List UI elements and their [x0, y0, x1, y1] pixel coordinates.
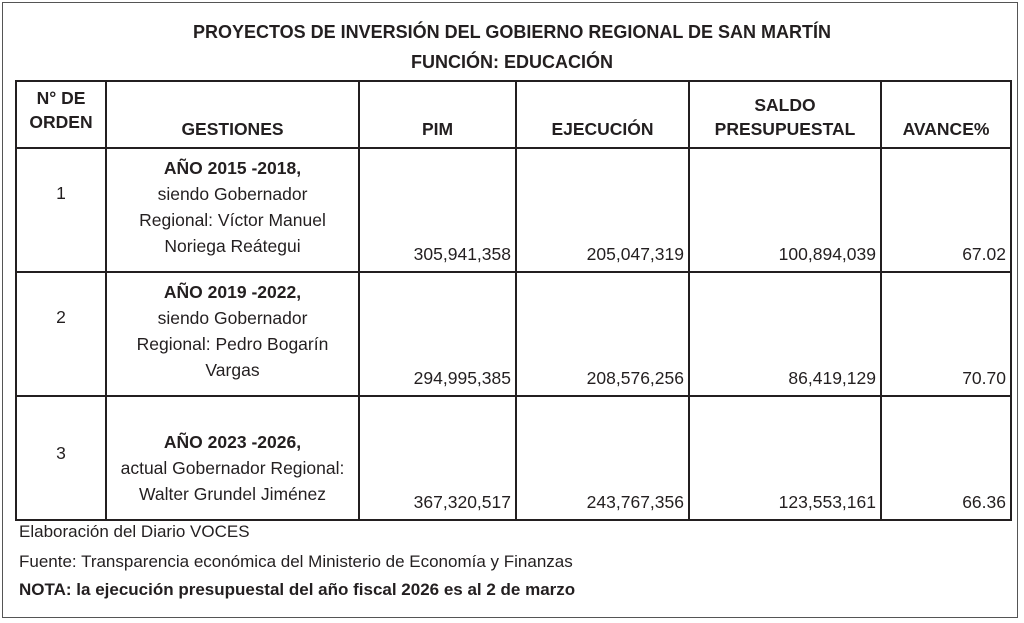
pim-cell: 305,941,358 — [359, 148, 516, 272]
table-row — [16, 148, 1011, 272]
avance-cell: 67.02 — [881, 148, 1011, 272]
orden-cell: 1 — [16, 148, 106, 272]
header-orden: N° DE ORDEN — [16, 81, 106, 148]
nota-note: NOTA: la ejecución presupuestal del año fiscal 2026 es al 2 de marzo — [19, 580, 576, 599]
table-row — [16, 272, 1011, 396]
source-note: Fuente: Transparencia económica del Ministerio de Economía y Finanzas — [19, 552, 573, 571]
header-saldo: SALDO PRESUPUESTAL — [689, 81, 881, 148]
pim-cell: 294,995,385 — [359, 272, 516, 396]
orden-cell: 3 — [16, 396, 106, 520]
ejecucion-cell: 205,047,319 — [516, 148, 689, 272]
avance-cell: 70.70 — [881, 272, 1011, 396]
header-ejecucion: EJECUCIÓN — [516, 81, 689, 148]
saldo-cell: 86,419,129 — [689, 272, 881, 396]
gestion-cell: AÑO 2015 -2018, siendo Gobernador Regional: Víctor Manuel Noriega Reátegui — [106, 148, 359, 272]
header-row — [16, 81, 1011, 148]
elaboracion-note: Elaboración del Diario VOCES — [19, 522, 250, 541]
investment-table — [15, 80, 1012, 521]
table-row — [16, 396, 1011, 520]
header-pim: PIM — [359, 81, 516, 148]
gestion-cell: AÑO 2019 -2022, siendo Gobernador Regional: Pedro Bogarín Vargas — [106, 272, 359, 396]
saldo-cell: 123,553,161 — [689, 396, 881, 520]
pim-cell: 367,320,517 — [359, 396, 516, 520]
header-avance: AVANCE% — [881, 81, 1011, 148]
gestion-cell: AÑO 2023 -2026, actual Gobernador Regional: Walter Grundel Jiménez — [106, 396, 359, 520]
ejecucion-cell: 243,767,356 — [516, 396, 689, 520]
saldo-cell: 100,894,039 — [689, 148, 881, 272]
document-title: PROYECTOS DE INVERSIÓN DEL GOBIERNO REGIONAL DE SAN MARTÍN — [192, 22, 832, 42]
orden-cell: 2 — [16, 272, 106, 396]
document-subtitle: FUNCIÓN: EDUCACIÓN — [411, 52, 613, 72]
ejecucion-cell: 208,576,256 — [516, 272, 689, 396]
avance-cell: 66.36 — [881, 396, 1011, 520]
header-gestiones: GESTIONES — [106, 81, 359, 148]
